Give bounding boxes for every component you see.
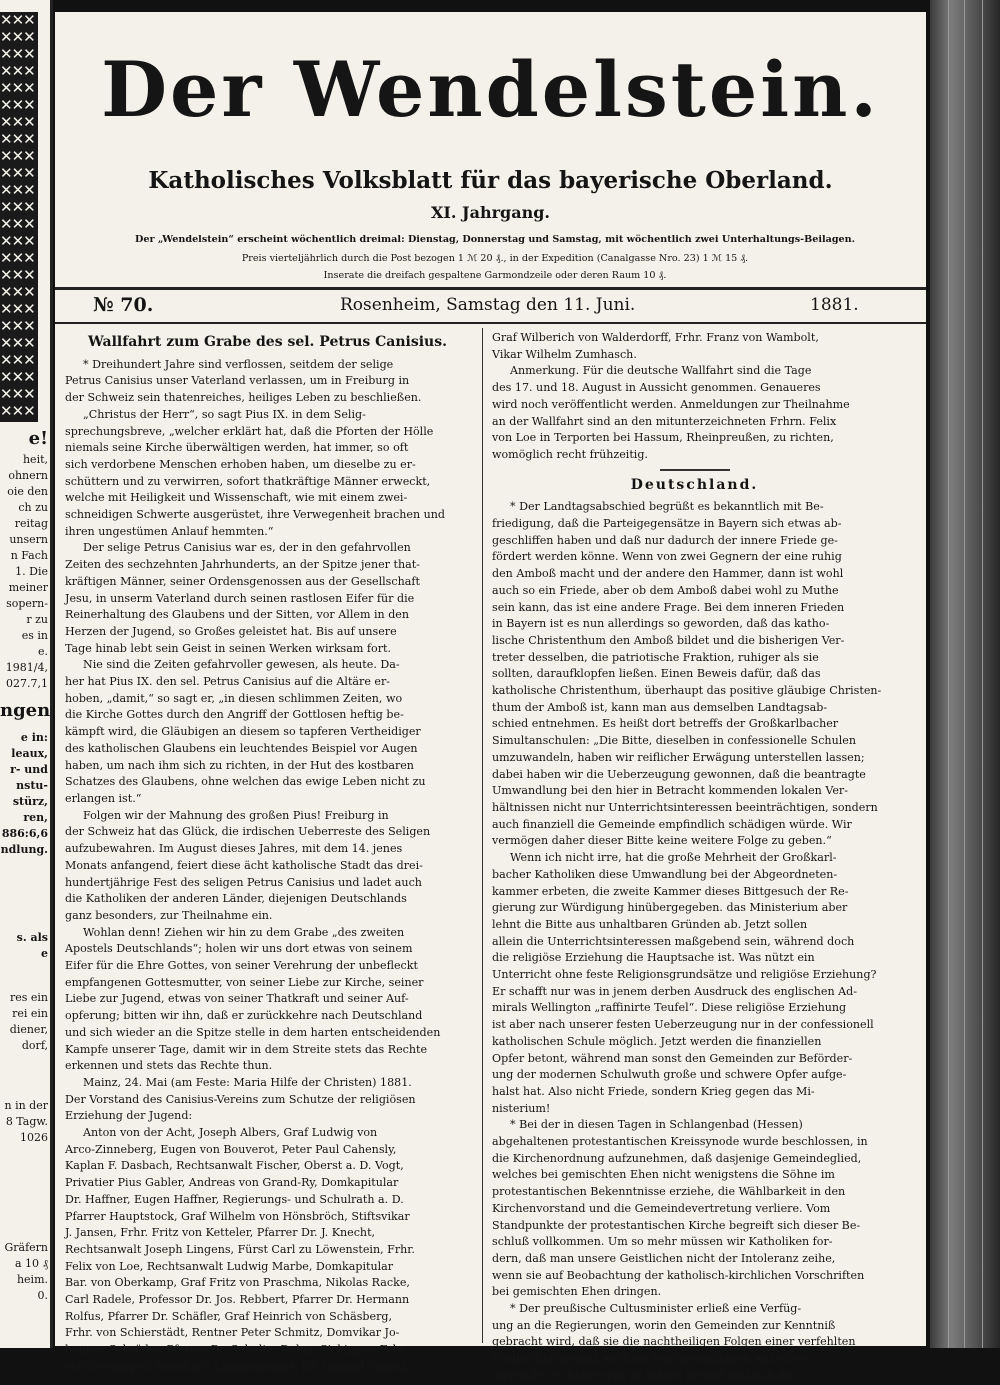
fragment-line: sopern- xyxy=(6,597,48,610)
book-spine xyxy=(930,0,1000,1348)
issue-number: № 70. xyxy=(93,294,154,316)
fragment-line: oie den xyxy=(7,485,48,498)
fragment-heading-2: ngen xyxy=(0,700,51,721)
fragment-line: 1026 xyxy=(20,1131,48,1144)
fragment-line: heit, xyxy=(22,453,48,466)
text-line: Mainz, 24. Mai (am Feste: Maria Hilfe der Christen) 1881. xyxy=(83,1075,412,1089)
text-line: dabei haben wir die Ueberzeugung gewonnen, daß die beantragte xyxy=(492,767,866,781)
fragment-line: n Fach xyxy=(10,549,48,562)
text-line: ung an die Regierungen, worin den Gemeinden zur Kenntniß xyxy=(492,1318,836,1332)
text-line: mirals Wellington „raffinirte Teufel“. Diese religiöse Erziehung xyxy=(492,1001,847,1015)
column-divider xyxy=(482,328,483,1343)
text-line: Umwandlung bei den hier in Betracht kommenden lokalen Ver- xyxy=(492,784,848,798)
text-line: Privatier Pius Gabler, Andreas von Grand-Ry, Domkapitular xyxy=(65,1176,399,1190)
text-line: auch so ein Friede, aber ob dem Amboß dabei wohl zu Muthe xyxy=(492,583,839,597)
text-line: von Stotzingen, Leonhard Timmermanns, Dr. Winand Virnich, xyxy=(65,1359,413,1373)
ornament-row: ✕✕✕ xyxy=(0,79,35,97)
ornament-row: ✕✕✕ xyxy=(0,351,35,369)
text-line: sich verdorbene Menschen erhoben haben, um dieselbe zu er- xyxy=(65,457,416,471)
text-line: Anmerkung. Für die deutsche Wallfahrt sind die Tage xyxy=(510,364,812,378)
subscription-price: Preis vierteljährlich durch die Post bezogen 1 ℳ 20 ₰., in der Expedition (Canalgasse Nro. 23) 1 ℳ 15 ₰. xyxy=(241,253,749,264)
fragment-text-4 xyxy=(0,990,48,1054)
text-line: Rechtsanwalt Joseph Lingens, Fürst Carl zu Löwenstein, Frhr. xyxy=(65,1242,415,1256)
text-line: halst hat. Also nicht Friede, sondern Krieg gegen das Mi- xyxy=(492,1084,815,1098)
fragment-heading-1: e! xyxy=(28,428,48,449)
text-line: Rolfus, Pfarrer Dr. Schäfler, Graf Heinrich von Schäsberg, xyxy=(65,1309,393,1323)
text-line: Standpunkte der protestantischen Kirche begreift sich dieser Be- xyxy=(492,1218,861,1232)
text-line: gierung zur Würdigung hinübergegeben. das Ministerium aber xyxy=(492,901,848,915)
fragment-line: r zu xyxy=(26,613,48,626)
header-rule-bottom xyxy=(55,322,926,324)
text-line: der Schweiz hat das Glück, die irdischen Ueberreste des Seligen xyxy=(65,825,431,839)
fragment-text-6 xyxy=(0,1240,48,1304)
ornament-row: ✕✕✕ xyxy=(0,368,35,386)
text-line: an der Wallfahrt sind an den mitunterzeichneten Frhrn. Felix xyxy=(492,414,837,428)
text-line: die Kirchenordnung aufzunehmen, daß dasjenige Gemeindeglied, xyxy=(492,1151,862,1165)
text-line: der Schweiz sein thatenreiches, heiliges Leben zu beschließen. xyxy=(65,391,422,405)
text-line: niemals seine Kirche überwältigen werden, hat immer, so oft xyxy=(65,441,409,455)
advertising-rate: Inserate die dreifach gespaltene Garmondzeile oder deren Raum 10 ₰. xyxy=(323,270,667,281)
ornament-row: ✕✕✕ xyxy=(0,385,35,403)
text-line: Kirchenvorstand und die Gemeindevertretung verliere. Vom xyxy=(492,1201,831,1215)
article-column-right xyxy=(492,330,897,1382)
text-line: * Bei der in diesen Tagen in Schlangenbad (Hessen) xyxy=(510,1118,803,1132)
text-line: Graf Wilberich von Walderdorff, Frhr. Franz von Wambolt, xyxy=(492,331,819,344)
text-line: * Dreihundert Jahre sind verflossen, seitdem der selige xyxy=(83,357,394,371)
ornament-row: ✕✕✕ xyxy=(0,181,35,199)
fragment-line: heim. xyxy=(16,1273,48,1286)
text-line: Unterricht ohne feste Religionsgrundsätze und religiöse Erziehung? xyxy=(492,968,877,982)
fragment-line: ch zu xyxy=(18,501,48,514)
fragment-line: n in der xyxy=(4,1099,48,1112)
fragment-line: 8 Tagw. xyxy=(5,1115,48,1128)
text-line: geschliffen haben und daß nur dadurch der innere Friede ge- xyxy=(492,533,838,547)
section-heading: Deutschland. xyxy=(630,476,759,493)
text-line: die religiöse Erziehung die Hauptsache ist. Was nützt ein xyxy=(492,951,815,965)
fragment-text-2 xyxy=(0,730,48,858)
ornament-row: ✕✕✕ xyxy=(0,283,35,301)
text-line: Liebe zur Jugend, etwas von seiner Thatkraft und seiner Auf- xyxy=(65,992,409,1006)
fragment-line: meiner xyxy=(8,581,48,594)
ornament-row: ✕✕✕ xyxy=(0,113,35,131)
issue-place-date: Rosenheim, Samstag den 11. Juni. xyxy=(340,295,636,315)
fragment-line: diener, xyxy=(9,1023,48,1036)
text-line: Zeiten des sechzehnten Jahrhunderts, an der Spitze jener that- xyxy=(65,558,420,572)
text-line: umzuwandeln, haben wir reiflicher Erwägung unterstellen lassen; xyxy=(492,750,865,764)
text-line: friedigung, daß die Parteigegensätze in Bayern sich etwas ab- xyxy=(492,517,842,531)
text-line: schied entnehmen. Es heißt dort betreffs der Großkarlbacher xyxy=(492,717,839,731)
text-line: ung der modernen Schulwuth große und schwere Opfer aufge- xyxy=(492,1068,847,1082)
text-line: Wohlan denn! Ziehen wir hin zu dem Grabe „des zweiten xyxy=(83,925,405,939)
fragment-line: e xyxy=(41,947,48,960)
text-line: opferung; bitten wir ihn, daß er zurückkehre nach Deutschland xyxy=(65,1009,423,1023)
section-body xyxy=(492,499,897,1384)
text-line: fördert werden könne. Wenn von zwei Gegnern der eine ruhig xyxy=(492,550,842,564)
fragment-line: res ein xyxy=(9,991,48,1004)
text-line: lische Christenthum den Amboß bildet und die bisherigen Ver- xyxy=(492,633,845,647)
text-line: Anton von der Acht, Joseph Albers, Graf Ludwig von xyxy=(83,1126,378,1140)
ornament-row: ✕✕✕ xyxy=(0,198,35,216)
text-line: bei gemischten Ehen dringen. xyxy=(492,1285,662,1299)
fragment-text-3 xyxy=(0,930,48,962)
text-line: die Katholiken der anderen Länder, diejenigen Deutschlands xyxy=(65,892,407,906)
text-line: thum der Amboß ist, kann man aus demselben Landtagsab- xyxy=(492,700,828,714)
text-line: Frhr. von Schierstädt, Rentner Peter Schmitz, Domvikar Jo- xyxy=(65,1326,400,1340)
previous-page-fragment xyxy=(0,0,53,1348)
text-line: schluß vollkommen. Um so mehr müssen wir Katholiken for- xyxy=(492,1235,833,1249)
text-line: Erziehung der Jugend: xyxy=(65,1109,193,1123)
text-line: die Kirche Gottes durch den Angriff der Gottlosen heftig be- xyxy=(65,708,404,722)
ornament-row: ✕✕✕ xyxy=(0,249,35,267)
ornament-row: ✕✕✕ xyxy=(0,402,35,420)
ornament-row: ✕✕✕ xyxy=(0,266,35,284)
text-line: des 17. und 18. August in Aussicht genommen. Genaueres xyxy=(492,381,821,395)
text-line: erkennen und stets das Rechte thun. xyxy=(65,1059,273,1073)
masthead-title: Der Wendelstein. xyxy=(101,45,880,134)
text-line: Petrus Canisius unser Vaterland verlassen, um in Freiburg in xyxy=(65,374,410,388)
fragment-line: leaux, xyxy=(11,747,48,760)
fragment-line: unsern xyxy=(9,533,48,546)
ornament-row: ✕✕✕ xyxy=(0,147,35,165)
fragment-line: r- und xyxy=(10,763,48,776)
text-line: „Christus der Herr“, so sagt Pius IX. in dem Selig- xyxy=(83,407,366,421)
text-line: Reinerhaltung des Glaubens und der Sitten, vor Allem in den xyxy=(65,608,410,622)
text-line: Simultanschulen: „Die Bitte, dieselben in confessionelle Schulen xyxy=(492,734,856,748)
text-line: katholischen Schule möglich. Jetzt werden die finanziellen xyxy=(492,1034,822,1048)
fragment-line: ndlung. xyxy=(0,843,48,856)
ornament-row: ✕✕✕ xyxy=(0,130,35,148)
ornament-row: ✕✕✕ xyxy=(0,28,35,46)
text-line: treter desselben, die patriotische Fraktion, ruhiger als sie xyxy=(492,650,819,664)
text-line: Schatzes des Glaubens, ohne welchen das ewige Leben nicht zu xyxy=(65,775,426,789)
text-line: erlangen ist.“ xyxy=(65,791,142,805)
section-rule xyxy=(660,469,730,471)
ornament-row: ✕✕✕ xyxy=(0,232,35,250)
fragment-line: ohnern xyxy=(8,469,48,482)
fragment-line: 1. Die xyxy=(15,565,48,578)
text-line: Carl Radele, Professor Dr. Jos. Rebbert, Pfarrer Dr. Hermann xyxy=(65,1293,410,1307)
volume-label: XI. Jahrgang. xyxy=(431,203,550,222)
text-line: Pfarrer Hauptstock, Graf Wilhelm von Hönsbröch, Stiftsvikar xyxy=(65,1209,410,1223)
fragment-line: ren, xyxy=(23,811,48,824)
text-line: Bar. von Oberkamp, Graf Fritz von Praschma, Nikolas Racke, xyxy=(65,1276,410,1290)
ornament-row: ✕✕✕ xyxy=(0,215,35,233)
text-line: und sich wieder an die Spitze stelle in dem harten entscheidenden xyxy=(65,1025,441,1039)
text-line: hundertjährige Fest des seligen Petrus Canisius und ladet auch xyxy=(65,875,422,889)
fragment-line: 1981/4, xyxy=(5,661,48,674)
text-line: Eifer für die Ehre Gottes, von seiner Verehrung der unbefleckt xyxy=(65,959,418,973)
fragment-line: dorf, xyxy=(21,1039,48,1052)
text-line: wird noch veröffentlicht werden. Anmeldungen zur Theilnahme xyxy=(492,397,850,411)
article-body xyxy=(65,357,470,1376)
text-line: schüttern und zu verwirren, sofort thatkräftige Männer erweckt, xyxy=(65,474,431,488)
text-line: des katholischen Glaubens ein leuchtendes Beispiel vor Augen xyxy=(65,741,418,755)
text-line: nisterium! xyxy=(492,1101,551,1115)
ornament-row: ✕✕✕ xyxy=(0,317,35,335)
article-continuation xyxy=(492,330,897,464)
text-line: ungen des Schulwesens zu fühlen gehabt und daß die xyxy=(492,1368,795,1382)
text-line: ihren ungestümen Anlauf hemmten.“ xyxy=(65,524,274,538)
text-line: schneidigen Schwerte ausgerüstet, ihre Verwegenheit brachen und xyxy=(65,508,446,522)
issue-line xyxy=(55,291,926,319)
fragment-text-1 xyxy=(0,452,48,692)
text-line: hannes Schröder, Pfarrer Dr. Schulte, Dekan Sickinger, Frhr. xyxy=(65,1343,408,1357)
text-line: auch finanziell die Gemeinde empfindlich schädigen würde. Wir xyxy=(492,817,852,831)
text-line: * Der preußische Cultusminister erließ eine Verfüg- xyxy=(510,1302,802,1316)
masthead-subtitle: Katholisches Volksblatt für das bayerische Oberland. xyxy=(148,167,833,194)
text-line: Arco-Zinneberg, Eugen von Bouverot, Peter Paul Cahensly, xyxy=(65,1142,397,1156)
text-line: sprechungsbreve, „welcher erklärt hat, daß die Pforten der Hölle xyxy=(65,424,434,438)
text-line: Jesu, in unserm Vaterland durch seinen rastlosen Eifer für die xyxy=(65,591,415,605)
text-line: aufzubewahren. Im August dieses Jahres, mit dem 14. jenes xyxy=(65,842,403,856)
text-line: kämpft wird, die Gläubigen an diesem so tapferen Vertheidiger xyxy=(65,725,421,739)
text-line: ganz besonders, zur Theilnahme ein. xyxy=(65,908,273,922)
fragment-line: es in xyxy=(21,629,48,642)
text-line: vermögen daher dieser Bitte keine weitere Folge zu geben.“ xyxy=(492,834,832,848)
text-line: * Der Landtagsabschied begrüßt es bekanntlich mit Be- xyxy=(510,500,824,514)
text-line: Nie sind die Zeiten gefahrvoller gewesen, als heute. Da- xyxy=(83,658,400,672)
text-line: Monats anfangend, feiert diese ächt katholische Stadt das drei- xyxy=(65,858,423,872)
fragment-text-5 xyxy=(0,1098,48,1146)
fragment-line: nstu- xyxy=(16,779,48,792)
publication-schedule: Der „Wendelstein“ erscheint wöchentlich dreimal: Dienstag, Donnerstag und Samstag, mit wöchentlich zwei Unterhaltungs-Beilagen. xyxy=(135,234,855,245)
issue-year: 1881. xyxy=(810,295,859,315)
fragment-line: reitag xyxy=(14,517,48,530)
text-line: welche mit Heiligkeit und Wissenschaft, wie mit einem zwei- xyxy=(65,491,408,505)
text-line: protestantischen Bekenntnisse erziehe, die Wählbarkeit in den xyxy=(492,1185,846,1199)
text-line: gebracht wird, daß sie die nachtheiligen Folgen einer verfehlten xyxy=(492,1335,856,1349)
text-line: Wirthschaftspolitik auch an den übermäßigen Anforder- xyxy=(492,1352,808,1366)
text-line: Folgen wir der Mahnung des großen Pius! Freiburg in xyxy=(83,808,389,822)
text-line: kräftigen Männer, seiner Ordensgenossen aus der Gesellschaft xyxy=(65,574,420,588)
text-line: womöglich recht frühzeitig. xyxy=(492,447,648,461)
text-line: ist aber nach unserer festen Ueberzeugung nur in der confessionell xyxy=(492,1018,874,1032)
text-line: Kampfe unserer Tage, damit wir in dem Streite stets das Rechte xyxy=(65,1042,428,1056)
text-line: sollten, daraufklopfen ließen. Einen Beweis dafür, daß das xyxy=(492,667,821,681)
text-line: Tage hinab lebt sein Geist in seinen Werken wirksam fort. xyxy=(65,641,391,655)
header-rule-top xyxy=(55,287,926,290)
ornament-row: ✕✕✕ xyxy=(0,300,35,318)
fragment-line: stürz, xyxy=(12,795,48,808)
ornament-row: ✕✕✕ xyxy=(0,62,35,80)
text-line: Wenn ich nicht irre, hat die große Mehrheit der Großkarl- xyxy=(510,851,837,865)
text-line: bacher Katholiken diese Umwandlung bei der Abgeordneten- xyxy=(492,867,838,881)
text-line: J. Jansen, Frhr. Fritz von Ketteler, Pfarrer Dr. J. Knecht, xyxy=(65,1226,376,1240)
text-line: kammer erbeten, die zweite Kammer dieses Bittgesuch der Re- xyxy=(492,884,849,898)
text-line: Er schafft nur was in jenem derben Ausdruck des englischen Ad- xyxy=(492,984,857,998)
ornament-row: ✕✕✕ xyxy=(0,164,35,182)
article-column-left xyxy=(65,330,470,1373)
text-line: Kaplan F. Dasbach, Rechtsanwalt Fischer, Oberst a. D. Vogt, xyxy=(65,1159,404,1173)
ornament-row: ✕✕✕ xyxy=(0,96,35,114)
text-line: Der selige Petrus Canisius war es, der in den gefahrvollen xyxy=(83,541,411,555)
fragment-line: 0. xyxy=(37,1289,48,1302)
fragment-line: e. xyxy=(37,645,48,658)
text-line: hoben, „damit,“ so sagt er, „in diesen schlimmen Zeiten, wo xyxy=(65,691,403,705)
text-line: Felix von Loe, Rechtsanwalt Ludwig Marbe, Domkapitular xyxy=(65,1259,394,1273)
ornament-row: ✕✕✕ xyxy=(0,334,35,352)
text-line: welches bei gemischten Ehen nicht wenigstens die Söhne im xyxy=(492,1168,835,1182)
fragment-line: 027.7,1 xyxy=(6,677,48,690)
text-line: von Loe in Terporten bei Hassum, Rheinpreußen, zu richten, xyxy=(492,431,834,445)
text-line: in Bayern ist es nun allerdings so geworden, daß das katho- xyxy=(492,617,830,631)
fragment-line: rei ein xyxy=(12,1007,48,1020)
article-headline: Wallfahrt zum Grabe des sel. Petrus Canisius. xyxy=(88,334,447,350)
ornament-row: ✕✕✕ xyxy=(0,45,35,63)
text-line: allein die Unterrichtsinteressen maßgebend sein, während doch xyxy=(492,934,855,948)
text-line: haben, um nach ihm sich zu richten, in der Hut des kostbaren xyxy=(65,758,414,772)
fragment-line: 886:6,6 xyxy=(1,827,48,840)
text-line: Herzen der Jugend, so Großes geleistet hat. Bis auf unsere xyxy=(65,624,397,638)
newspaper-page xyxy=(55,12,926,1382)
text-line: Opfer betont, während man sonst den Gemeinden zur Beförder- xyxy=(492,1051,853,1065)
text-line: hältnissen nicht nur Unterrichtsinteressen beeinträchtigen, sondern xyxy=(492,800,878,814)
fragment-line: e in: xyxy=(20,731,48,744)
text-line: Dr. Haffner, Eugen Haffner, Regierungs- und Schulrath a. D. xyxy=(65,1192,404,1206)
text-line: her hat Pius IX. den sel. Petrus Canisius auf die Altäre er- xyxy=(65,675,391,689)
text-line: lehnt die Bitte aus unhaltbaren Gründen ab. Jetzt sollen xyxy=(492,917,808,931)
text-line: sein kann, das ist eine andere Frage. Bei dem inneren Frieden xyxy=(492,600,845,614)
text-line: dern, daß man unsere Geistlichen nicht der Intoleranz zeihe, xyxy=(492,1251,836,1265)
text-line: wenn sie auf Beobachtung der katholisch-kirchlichen Vorschriften xyxy=(492,1268,865,1282)
fragment-line: a 10 ₰ xyxy=(14,1257,48,1270)
ornamental-border xyxy=(0,12,38,422)
text-line: Vikar Wilhelm Zumhasch. xyxy=(492,347,637,361)
text-line: Der Vorstand des Canisius-Vereins zum Schutze der religiösen xyxy=(65,1092,416,1106)
text-line: Apostels Deutschlands“; holen wir uns dort etwas von seinem xyxy=(65,942,413,956)
fragment-line: Gräfern xyxy=(4,1241,48,1254)
text-line: empfangenen Gottesmutter, von seiner Liebe zur Kirche, seiner xyxy=(65,975,424,989)
ornament-row: ✕✕✕ xyxy=(0,11,35,29)
text-line: katholische Christenthum, überhaupt das positive gläubige Christen- xyxy=(492,684,882,698)
fragment-line: s. als xyxy=(16,931,48,944)
text-line: abgehaltenen protestantischen Kreissynode wurde beschlossen, in xyxy=(492,1135,868,1149)
text-line: den Amboß macht und der andere den Hammer, dann ist wohl xyxy=(492,567,844,581)
